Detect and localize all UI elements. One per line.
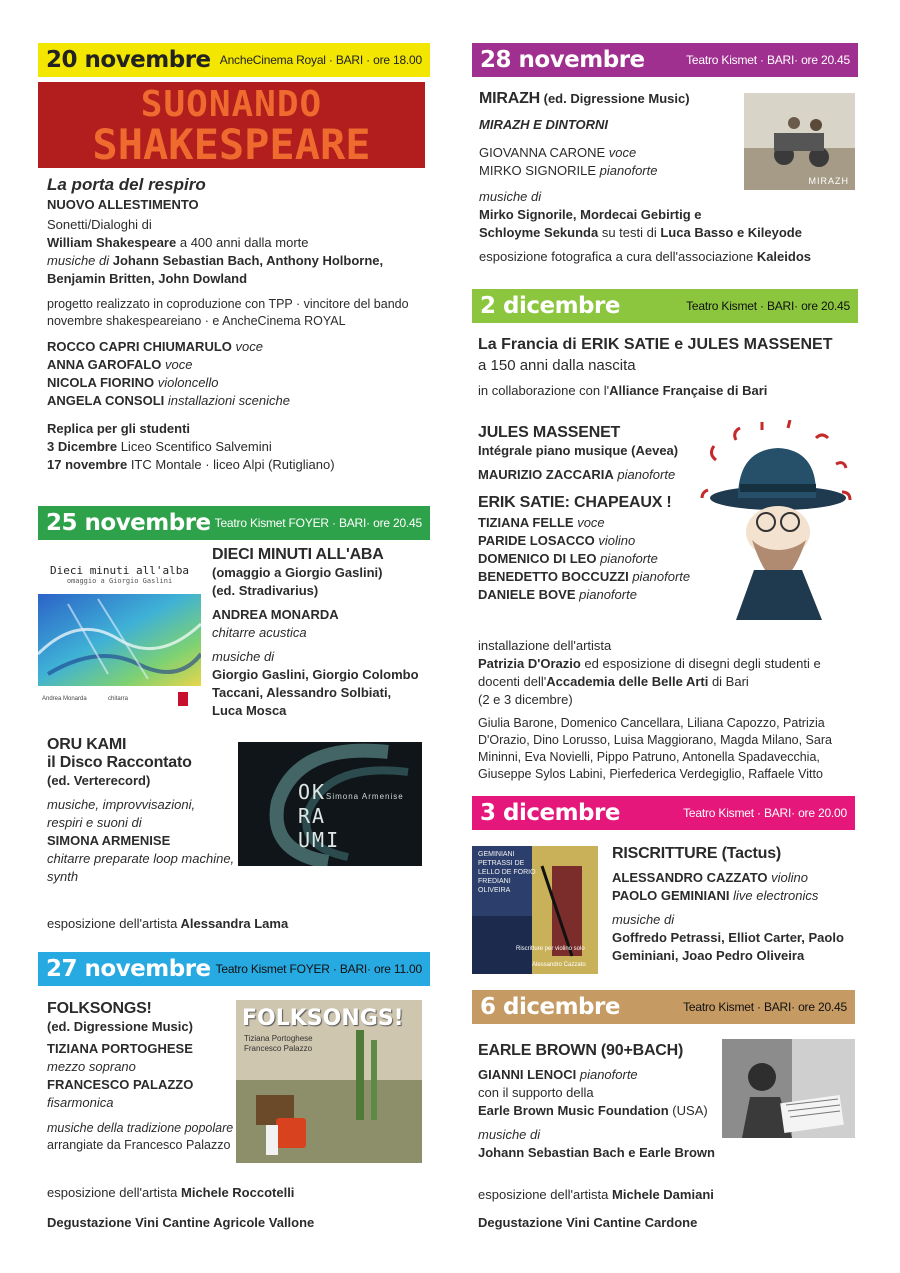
headline: La Francia di ERIK SATIE e JULES MASSENET bbox=[478, 336, 833, 353]
musiche-2: arrangiate da Francesco Palazzo bbox=[47, 1138, 231, 1152]
performer: GIOVANNA CARONE voce bbox=[479, 145, 637, 160]
musiche-1: musiche della tradizione popolare bbox=[47, 1121, 234, 1135]
cover-name-2: Francesco Palazzo bbox=[244, 1044, 313, 1053]
performer: ANGELA CONSOLI installazioni sceniche bbox=[47, 393, 290, 408]
anniversary: a 150 anni dalla nascita bbox=[478, 357, 636, 374]
performer: ANDREA MONARDA bbox=[212, 607, 339, 622]
title-line-2: (ed. Digressione Music) bbox=[47, 1019, 193, 1034]
cover-title: FOLKSONGS! bbox=[242, 1006, 404, 1031]
musiche-label: musiche di bbox=[612, 912, 675, 927]
composers-2: Taccani, Alessandro Solbiati, bbox=[212, 685, 392, 700]
subtitle: La porta del respiro bbox=[47, 175, 206, 194]
title-line-2: (omaggio a Giorgio Gaslini) bbox=[212, 565, 383, 580]
performer: TIZIANA PORTOGHESE bbox=[47, 1041, 193, 1056]
esposizione: esposizione fotografica a cura dell'associazione Kaleidos bbox=[479, 249, 811, 264]
progetto-line-2: novembre shakespeareiano · e AncheCinema ROYAL bbox=[47, 314, 346, 328]
performer: BENEDETTO BOCCUZZI pianoforte bbox=[478, 569, 691, 584]
cover-dieci-minuti bbox=[38, 556, 201, 712]
replica-title: Replica per gli studenti bbox=[47, 421, 191, 436]
composers-2: Schloyme Sekunda su testi di Luca Basso e Kileyode bbox=[479, 225, 802, 240]
title-line-3: (ed. Verterecord) bbox=[47, 773, 151, 788]
esposizione-roccotelli: esposizione dell'artista Michele Roccotelli bbox=[47, 1185, 295, 1200]
foundation: Earle Brown Music Foundation (USA) bbox=[478, 1103, 708, 1118]
event-dieci-minuti bbox=[212, 546, 427, 720]
degustazione-vallone: Degustazione Vini Cantine Agricole Vallone bbox=[47, 1215, 315, 1230]
event-riscritture bbox=[612, 845, 857, 965]
cover-names: GEMINIANI PETRASSI DE LELLO DE FORIO FREDIANI OLIVEIRA bbox=[478, 851, 536, 894]
title: EARLE BROWN (90+BACH) bbox=[478, 1042, 684, 1059]
date-label: 28 novembre bbox=[480, 47, 645, 73]
date-label: 20 novembre bbox=[46, 47, 211, 73]
desc-2: respiri e suoni di bbox=[47, 815, 142, 830]
date-label: 27 novembre bbox=[46, 956, 211, 982]
composers-line-2: Benjamin Britten, John Dowland bbox=[47, 271, 248, 286]
venue-label: Teatro Kismet FOYER · BARI· ore 20.45 bbox=[214, 516, 422, 530]
composers-3: Luca Mosca bbox=[212, 703, 287, 718]
cover-letters-1: OK bbox=[298, 780, 327, 804]
cover-author: Alessandro Cazzato bbox=[532, 962, 586, 968]
title-line-2: il Disco Raccontato bbox=[47, 754, 192, 771]
performer: NICOLA FIORINO violoncello bbox=[47, 375, 219, 390]
cover-subtitle: Riscritture per violino solo bbox=[516, 946, 585, 952]
performer: PAOLO GEMINIANI live electronics bbox=[612, 888, 819, 903]
performer: GIANNI LENOCI pianoforte bbox=[478, 1067, 638, 1082]
students-3: Mininni, Eva Novielli, Pippo Patruno, Antonella Spadavecchia, bbox=[478, 750, 820, 764]
performer: SIMONA ARMENISE bbox=[47, 833, 171, 848]
performer: DANIELE BOVE pianoforte bbox=[478, 587, 637, 602]
venue-label: Teatro Kismet · BARI· ore 20.45 bbox=[686, 299, 850, 313]
date-bar-3-dicembre bbox=[472, 796, 855, 830]
performer: FRANCESCO PALAZZO bbox=[47, 1077, 194, 1092]
subtitle: MIRAZH E DINTORNI bbox=[479, 117, 609, 132]
sonetti: Sonetti/Dialoghi di bbox=[47, 217, 152, 232]
musiche-label: musiche di bbox=[479, 189, 542, 204]
cover-riscritture bbox=[472, 846, 598, 974]
title: RISCRITTURE (Tactus) bbox=[612, 845, 782, 862]
banner-line-1: SUONANDO bbox=[140, 84, 323, 125]
cover-letters-2: RA bbox=[298, 804, 327, 828]
replica-2: 17 novembre ITC Montale · liceo Alpi (Rutigliano) bbox=[47, 457, 335, 472]
installazione-block bbox=[478, 637, 858, 783]
cover-footer-name: Andrea Monarda bbox=[42, 696, 87, 702]
date-label: 2 dicembre bbox=[480, 293, 620, 319]
progetto-line-1: progetto realizzato in coproduzione con TPP · vincitore del bando bbox=[47, 297, 409, 311]
performer: ANNA GAROFALO voce bbox=[47, 357, 193, 372]
cover-name-1: Tiziana Portoghese bbox=[244, 1034, 313, 1043]
cover-letters-3: UMI bbox=[298, 828, 341, 852]
event-20-novembre bbox=[47, 174, 427, 474]
performer-role: mezzo soprano bbox=[47, 1059, 136, 1074]
date-bar-25-novembre bbox=[38, 506, 430, 540]
composers-1: Giorgio Gaslini, Giorgio Colombo bbox=[212, 667, 419, 682]
date-bar-6-dicembre bbox=[472, 990, 855, 1024]
students-1: Giulia Barone, Domenico Cancellara, Liliana Capozzo, Patrizia bbox=[478, 716, 825, 730]
title-line-3: (ed. Stradivarius) bbox=[212, 583, 319, 598]
composers-line-1: musiche di Johann Sebastian Bach, Anthony Holborne, bbox=[47, 253, 384, 268]
date-label: 25 novembre bbox=[46, 510, 211, 536]
photo-art bbox=[722, 1039, 855, 1138]
musiche-label: musiche di bbox=[478, 1127, 541, 1142]
satie-title: ERIK SATIE: CHAPEAUX ! bbox=[478, 494, 672, 511]
composers: Johann Sebastian Bach e Earle Brown bbox=[478, 1145, 715, 1160]
performers-list bbox=[47, 338, 427, 410]
replica-1: 3 Dicembre Liceo Scentifico Salvemini bbox=[47, 439, 272, 454]
title-line-1: FOLKSONGS! bbox=[47, 1000, 152, 1017]
composers-1: Goffredo Petrassi, Elliot Carter, Paolo bbox=[612, 930, 844, 945]
venue-label: Teatro Kismet · BARI· ore 20.00 bbox=[683, 806, 847, 820]
title: JULES MASSENET bbox=[478, 424, 621, 441]
date-label: 6 dicembre bbox=[480, 994, 620, 1020]
collaboration: in collaborazione con l'Alliance Française di Bari bbox=[478, 383, 768, 398]
inst-line-4: (2 e 3 dicembre) bbox=[478, 692, 573, 707]
performer: ROCCO CAPRI CHIUMARULO voce bbox=[47, 339, 263, 354]
performer: MIRKO SIGNORILE pianoforte bbox=[479, 163, 658, 178]
label-logo-icon bbox=[178, 692, 188, 706]
venue-label: Teatro Kismet · BARI· ore 20.45 bbox=[683, 1000, 847, 1014]
inst-line-3: docenti dell'Accademia delle Belle Arti di Bari bbox=[478, 674, 749, 689]
composers-1: Mirko Signorile, Mordecai Gebirtig e bbox=[479, 207, 702, 222]
cover-oru-kami bbox=[238, 742, 422, 866]
event-oru-kami bbox=[47, 736, 247, 886]
performer: MAURIZIO ZACCARIA pianoforte bbox=[478, 467, 676, 482]
cover-title: Dieci minuti all'alba bbox=[49, 564, 190, 577]
cover-abstract-art bbox=[38, 594, 201, 686]
students-4: Giuseppe Sylos Labini, Pierfederica Verdegiglio, Raffaele Vitto bbox=[478, 767, 823, 781]
title-line-1: ORU KAMI bbox=[47, 736, 127, 753]
photo-earle-brown bbox=[722, 1039, 855, 1138]
performer: PARIDE LOSACCO violino bbox=[478, 533, 636, 548]
title: MIRAZH (ed. Digressione Music) bbox=[479, 90, 690, 107]
desc-3: chitarre preparate loop machine, bbox=[47, 851, 235, 866]
cover-footer-role: chitarra bbox=[108, 696, 129, 702]
satie-caricature-illustration bbox=[696, 420, 856, 620]
massenet-block bbox=[478, 424, 708, 604]
degustazione-cardone: Degustazione Vini Cantine Cardone bbox=[478, 1215, 698, 1230]
performer: TIZIANA FELLE voce bbox=[478, 515, 605, 530]
event-satie-massenet bbox=[478, 334, 858, 400]
venue-label: Teatro Kismet FOYER · BARI· ore 11.00 bbox=[215, 962, 422, 976]
inst-line-1: installazione dell'artista bbox=[478, 638, 612, 653]
cover-mirazh bbox=[744, 93, 855, 190]
performer: DOMENICO DI LEO pianoforte bbox=[478, 551, 658, 566]
composers-2: Geminiani, Joao Pedro Oliveira bbox=[612, 948, 805, 963]
cover-label: MIRAZH bbox=[808, 176, 849, 186]
new-staging: NUOVO ALLESTIMENTO bbox=[47, 197, 199, 212]
esposizione-lama: esposizione dell'artista Alessandra Lama bbox=[47, 916, 289, 931]
support: con il supporto della bbox=[478, 1085, 594, 1100]
title-line-1: DIECI MINUTI ALL'ABA bbox=[212, 546, 384, 563]
date-label: 3 dicembre bbox=[480, 800, 620, 826]
performer-role: chitarre acustica bbox=[212, 625, 307, 640]
date-bar-28-novembre bbox=[472, 43, 858, 77]
event-earle-brown bbox=[478, 1042, 723, 1162]
performer-role: fisarmonica bbox=[47, 1095, 114, 1110]
cover-subtitle: omaggio a Giorgio Gaslini bbox=[66, 577, 173, 585]
venue-label: AncheCinema Royal · BARI · ore 18.00 bbox=[219, 53, 422, 67]
musiche-label: musiche di bbox=[212, 649, 275, 664]
date-bar-20-novembre bbox=[38, 43, 430, 77]
cover-folksongs bbox=[236, 1000, 422, 1163]
banner-suonando-shakespeare bbox=[38, 82, 425, 168]
inst-line-2: Patrizia D'Orazio ed esposizione di disegni degli studenti e bbox=[478, 656, 821, 671]
performer: ALESSANDRO CAZZATO violino bbox=[612, 870, 808, 885]
desc-1: musiche, improvvisazioni, bbox=[47, 797, 196, 812]
shakespeare-line: William Shakespeare a 400 anni dalla morte bbox=[47, 235, 309, 250]
banner-line-2: SHAKESPEARE bbox=[92, 120, 371, 168]
subtitle: Intégrale piano musique (Aevea) bbox=[478, 443, 679, 458]
students-2: D'Orazio, Dino Lorusso, Luisa Maggiorano, Magda Milano, Sara bbox=[478, 733, 832, 747]
esposizione-damiani: esposizione dell'artista Michele Damiani bbox=[478, 1187, 714, 1202]
event-folksongs bbox=[47, 1000, 247, 1154]
cover-artist: Simona Armenise bbox=[326, 792, 404, 801]
date-bar-27-novembre bbox=[38, 952, 430, 986]
venue-label: Teatro Kismet · BARI· ore 20.45 bbox=[686, 53, 850, 67]
desc-4: synth bbox=[47, 869, 79, 884]
date-bar-2-dicembre bbox=[472, 289, 858, 323]
